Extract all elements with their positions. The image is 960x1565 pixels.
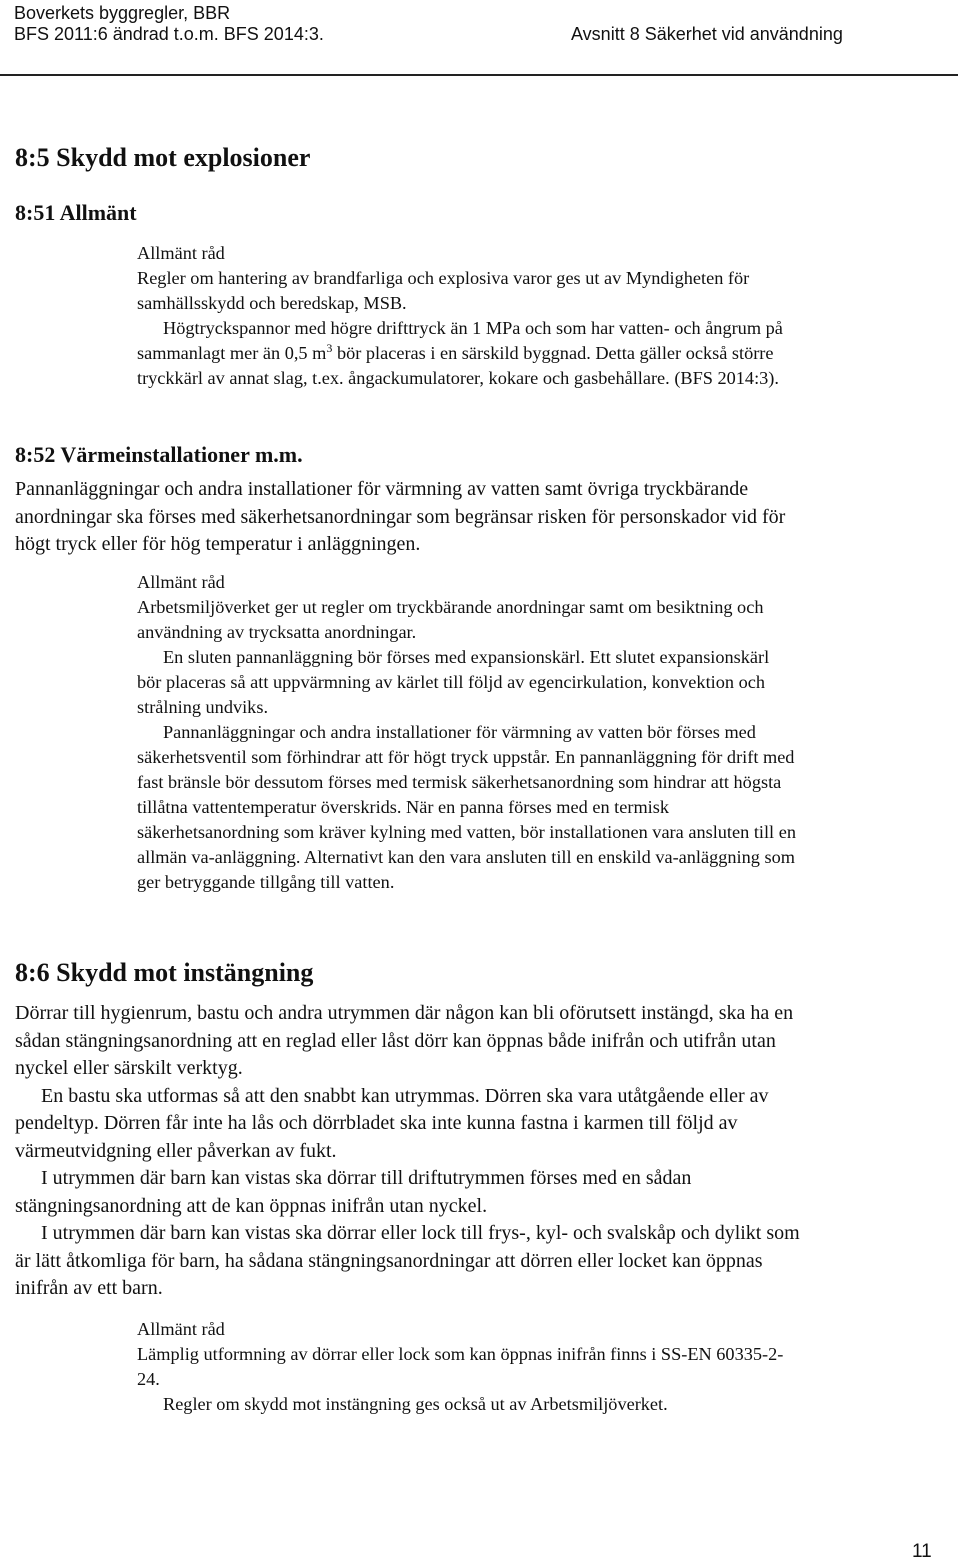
general-advice-8-52 xyxy=(137,570,797,895)
header-bfs-reference: BFS 2011:6 ändrad t.o.m. BFS 2014:3. xyxy=(14,24,324,44)
header-rule xyxy=(0,74,958,76)
advice-paragraph: Regler om skydd mot instängning ges också ut av Arbetsmiljöverket. xyxy=(163,1394,668,1414)
advice-text: bör placeras i en särskild byggnad. Detta gäller också större tryckkärl av annat slag, t.ex. ångackumulatorer, kokare och gasbehållare. (BFS 2014:3). xyxy=(137,343,779,388)
advice-paragraph: Pannanläggningar och andra installationer för värmning av vatten bör förses med säkerhetsventil som förhindrar att för högt tryck uppstår. En pannanläggning för drift med fast bränsle bör dessutom förses med termisk säkerhetsanordning som hindrar att högsta tillåtna vattentemperatur överskrids. När en panna förses med en termisk säkerhetsanordning som kräver kylning med vatten, bör installationen vara ansluten till en allmän va-anläggning. Alternativt kan den vara ansluten till en enskild va-anläggning som ger betryggande tillgång till vatten. xyxy=(137,722,796,892)
section-heading-8-5: 8:5 Skydd mot explosioner xyxy=(15,143,311,172)
advice-paragraph: Lämplig utformning av dörrar eller lock som kan öppnas inifrån finns i SS-EN 60335-2-24. xyxy=(137,1344,784,1389)
general-advice-label: Allmänt råd xyxy=(137,1319,225,1339)
body-paragraph: I utrymmen där barn kan vistas ska dörrar till driftutrymmen förses med en sådan stängningsanordning att de kan öppnas inifrån utan nyckel. xyxy=(15,1167,692,1217)
subsection-heading-8-52: 8:52 Värmeinstallationer m.m. xyxy=(15,442,303,467)
section-heading-8-6: 8:6 Skydd mot instängning xyxy=(15,958,314,987)
body-paragraph: Pannanläggningar och andra installationer för värmning av vatten samt övriga tryckbärande anordningar ska förses med säkerhetsanordningar som begränsar risken för personskador vid för högt tryck eller för hög temperatur i anläggningen. xyxy=(15,478,786,555)
general-advice-label: Allmänt råd xyxy=(137,572,225,592)
general-advice-8-6 xyxy=(137,1317,797,1417)
advice-paragraph xyxy=(137,316,797,391)
advice-text: Högtryckspannor med högre drifttryck än 1 MPa och som har vatten- och ångrum på sammanlagt mer än 0,5 m xyxy=(137,318,783,363)
regulation-text-8-52 xyxy=(15,476,805,559)
header-section-name: Avsnitt 8 Säkerhet vid användning xyxy=(571,24,843,44)
general-advice-8-51 xyxy=(137,241,797,391)
general-advice-label: Allmänt råd xyxy=(137,243,225,263)
body-paragraph: I utrymmen där barn kan vistas ska dörrar eller lock till frys-, kyl- och svalskåp och dylikt som är lätt åtkomliga för barn, ha sådana stängningsanordningar att dörren eller locket kan öppnas inifrån av ett barn. xyxy=(15,1222,800,1299)
body-paragraph: Dörrar till hygienrum, bastu och andra utrymmen där någon kan bli oförutsett instängd, ska ha en sådan stängningsanordning att en reglad eller låst dörr kan öppnas både inifrån och utifrån utan nyckel eller särskilt verktyg. xyxy=(15,1002,794,1079)
advice-paragraph: Arbetsmiljöverket ger ut regler om tryckbärande anordningar samt om besiktning och användning av trycksatta anordningar. xyxy=(137,597,764,642)
advice-paragraph: Regler om hantering av brandfarliga och explosiva varor ges ut av Myndigheten för samhällsskydd och beredskap, MSB. xyxy=(137,268,750,313)
header-title: Boverkets byggregler, BBR xyxy=(14,3,231,23)
advice-paragraph: En sluten pannanläggning bör förses med expansionskärl. Ett slutet expansionskärl bör placeras så att uppvärmning av kärlet till följd av egencirkulation, konvektion och strålning undviks. xyxy=(137,647,770,717)
body-paragraph: En bastu ska utformas så att den snabbt kan utrymmas. Dörren ska vara utåtgående eller av pendeltyp. Dörren får inte ha lås och dörrbladet ska inte kunna fastna i karmen till följd av värmeutvidgning eller påverkan av fukt. xyxy=(15,1084,769,1162)
page-number: 11 xyxy=(912,1541,932,1562)
regulation-text-8-6 xyxy=(15,1000,805,1303)
subsection-heading-8-51: 8:51 Allmänt xyxy=(15,200,137,225)
superscript: 3 xyxy=(326,341,333,355)
